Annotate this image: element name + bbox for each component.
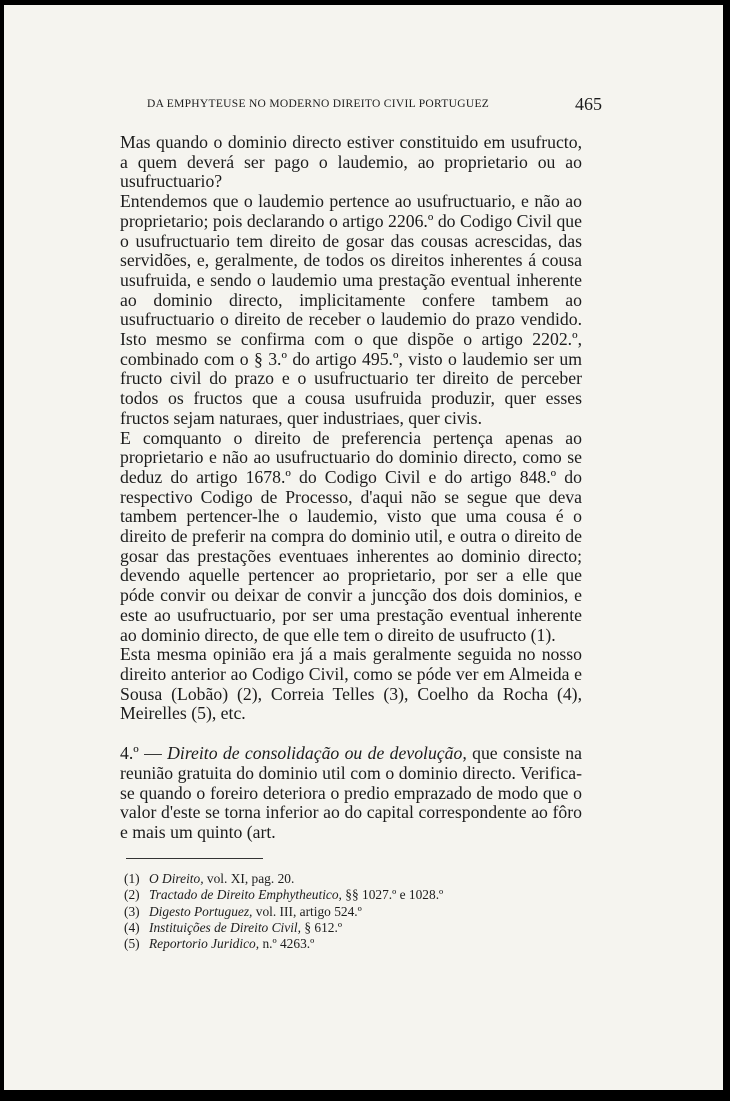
page-body — [120, 133, 582, 843]
section-4-number: 4.º — — [120, 743, 168, 764]
footnote-source-title: Instituições de Direito Civil, — [149, 919, 301, 935]
footnote-5 — [124, 936, 584, 952]
footnote-1 — [124, 871, 584, 887]
footnote-reference: vol. III, artigo 524.º — [252, 903, 362, 919]
section-4-text: que consiste na reunião gratuita do dominio util com o dominio directo. Verifica-se quando o foreiro deteriora o predio emprazado de modo que o valor d'este se torna inferior ao do capital correspondente ao fôro e mais um quinto (art. — [120, 743, 582, 842]
footnote-number: (1) — [124, 871, 140, 886]
footnote-number: (3) — [124, 903, 140, 919]
running-title: DA EMPHYTEUSE NO MODERNO DIREITO CIVIL PORTUGUEZ — [147, 98, 490, 110]
footnote-source-title: Reportorio Juridico, — [149, 936, 260, 952]
footnote-2 — [124, 887, 584, 903]
footnote-number: (4) — [124, 919, 140, 935]
footnote-4 — [124, 920, 584, 936]
footnote-reference: § 612.º — [301, 919, 342, 935]
footnote-reference: vol. XI, pag. 20. — [203, 871, 295, 886]
section-4-title: Direito de consolidação ou de devolução, — [167, 743, 467, 764]
footnote-divider — [126, 858, 263, 859]
paragraph-2: Entendemos que o laudemio pertence ao usufructuario, e não ao proprietario; pois declarando o artigo 2206.º do Codigo Civil que o usufructuario tem direito de gosar das cousas acrescidas, das servidões, e, geralmente, de todos os direitos inherentes á cousa usufruida, e sendo o laudemio uma prestação eventual inherente ao dominio directo, implicitamente confere tambem ao usufructuario o direito de receber o laudemio do prazo vendido. Isto mesmo se confirma com o que dispõe o artigo 2202.º, combinado com o § 3.º do artigo 495.º, visto o laudemio ser um fructo civil do prazo e o usufructuario ter direito de perceber todos os fructos que a cousa usufruida produzir, quer esses fructos sejam naturaes, quer industriaes, quer civis. — [120, 191, 582, 428]
footnotes — [124, 871, 584, 952]
paragraph-4: Esta mesma opinião era já a mais geralmente seguida no nosso direito anterior ao Codigo Civil, como se póde ver em Almeida e Sousa (Lobão) (2), Correia Telles (3), Coelho da Rocha (4), Meirelles (5), etc. — [120, 644, 582, 724]
footnote-number: (5) — [124, 936, 140, 952]
footnote-source-title: O Direito, — [149, 871, 204, 886]
footnote-3 — [124, 904, 584, 920]
section-4-paragraph — [120, 744, 582, 843]
page-number: 465 — [575, 94, 602, 114]
paragraph-1: Mas quando o dominio directo estiver constituido em usufructo, a quem deverá ser pago o laudemio, ao proprietario ou ao usufructuario? — [120, 132, 582, 192]
footnote-source-title: Tractado de Direito Emphytheutico, — [149, 887, 342, 903]
footnote-number: (2) — [124, 887, 140, 903]
footnote-source-title: Digesto Portuguez, — [149, 903, 253, 919]
footnote-reference: n.º 4263.º — [259, 936, 315, 952]
paragraph-3: E comquanto o direito de preferencia pertença apenas ao proprietario e não ao usufructuario do dominio directo, como se deduz do artigo 1678.º do Codigo Civil e do artigo 848.º do respectivo Codigo de Processo, d'aqui não se segue que deva tambem pertencer-lhe o laudemio, visto que uma cousa é o direito de preferir na compra do dominio util, e outra o direito de gosar das prestações eventuaes inherentes ao dominio directo; devendo aquelle pertencer ao proprietario, por ser a elle que póde convir ou deixar de convir a juncção dos dois dominios, e este ao usufructuario, por ser uma prestação eventual inherente ao dominio directo, de que elle tem o direito de usufructo (1). — [120, 427, 582, 645]
footnote-reference: §§ 1027.º e 1028.º — [341, 887, 444, 903]
book-page — [4, 5, 723, 1090]
